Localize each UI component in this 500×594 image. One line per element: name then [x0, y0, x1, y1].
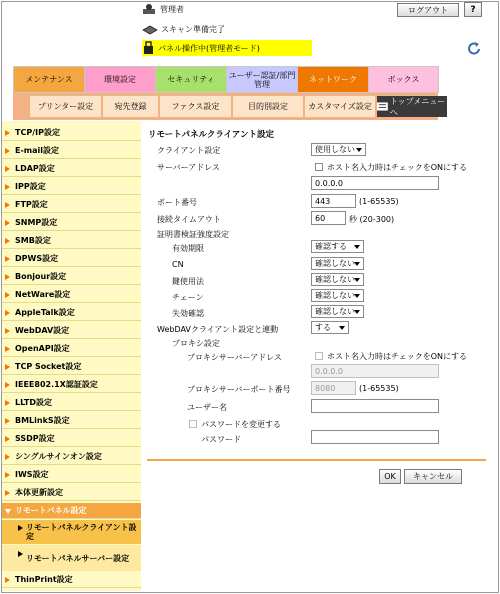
- tab-security[interactable]: セキュリティ: [155, 66, 226, 93]
- port-range-text: (1-65535): [359, 197, 399, 206]
- panel-status-text: パネル操作中(管理者モード): [158, 43, 260, 53]
- scan-status: [142, 22, 225, 36]
- expiry-check-select[interactable]: 確認しない: [311, 305, 364, 318]
- cn-select[interactable]: 確認しない: [311, 257, 364, 270]
- arrow-icon: [5, 292, 10, 298]
- tab-network[interactable]: ネットワーク: [297, 66, 368, 93]
- scanner-icon: [142, 23, 158, 35]
- sidebar-item-tcp-socket[interactable]: TCP Socket設定: [2, 359, 141, 375]
- validity-select[interactable]: 確認する: [311, 240, 364, 253]
- sidebar-item-ssdp[interactable]: SSDP設定: [2, 431, 141, 447]
- change-password-label: パスワードを変更する: [201, 420, 281, 429]
- cn-label: CN: [172, 260, 184, 269]
- scan-status-text: スキャン準備完了: [161, 24, 225, 34]
- proxy-address-input[interactable]: 0.0.0.0: [311, 364, 439, 378]
- tab-printer-settings[interactable]: プリンター設定: [30, 96, 101, 117]
- chevron-down-icon: [354, 262, 360, 266]
- timeout-input[interactable]: 60: [311, 211, 346, 225]
- sidebar-item-bmlinks[interactable]: BMLinkS設定: [2, 413, 141, 429]
- validity-label: 有効期限: [172, 244, 204, 253]
- refresh-icon[interactable]: [466, 41, 482, 57]
- port-input[interactable]: 443: [311, 194, 356, 208]
- sidebar-item-firmware-update[interactable]: 本体更新設定: [2, 485, 141, 501]
- arrow-icon: [5, 310, 10, 316]
- sidebar-item-netware[interactable]: NetWare設定: [2, 287, 141, 303]
- help-button[interactable]: ?: [464, 2, 482, 17]
- server-address-input[interactable]: 0.0.0.0: [311, 176, 439, 190]
- arrow-icon: [5, 202, 10, 208]
- arrow-icon: [5, 418, 10, 424]
- top-menu-button[interactable]: トップメニューへ: [377, 96, 447, 117]
- sidebar-item-ieee8021x[interactable]: IEEE802.1X認証設定: [2, 377, 141, 393]
- client-setting-label: クライアント設定: [157, 146, 221, 155]
- arrow-icon: [5, 238, 10, 244]
- cancel-button[interactable]: キャンセル: [404, 469, 462, 484]
- sidebar-item-smb[interactable]: SMB設定: [2, 233, 141, 249]
- admin-user-icon: [142, 3, 156, 15]
- arrow-icon: [5, 220, 10, 226]
- sidebar-item-lltd[interactable]: LLTD設定: [2, 395, 141, 411]
- proxy-host-check-label: ホスト名入力時はチェックをONにする: [327, 352, 468, 361]
- arrow-icon: [5, 472, 10, 478]
- timeout-range-text: 秒 (20-300): [349, 215, 395, 224]
- tab-box[interactable]: ボックス: [368, 66, 439, 93]
- arrow-icon: [5, 328, 10, 334]
- proxy-settings-label: プロキシ設定: [172, 339, 220, 348]
- sidebar-item-tcpip[interactable]: TCP/IP設定: [2, 125, 141, 141]
- cert-verification-label: 証明書検証強度設定: [157, 230, 229, 239]
- arrow-icon: [5, 490, 10, 496]
- arrow-icon: [5, 382, 10, 388]
- panel-lock-icon: [142, 41, 156, 55]
- username-input[interactable]: [311, 399, 439, 413]
- arrow-icon: [5, 364, 10, 370]
- chevron-down-icon: [356, 148, 362, 152]
- sidebar-item-remote-panel[interactable]: リモートパネル設定: [2, 503, 141, 519]
- tab-environment[interactable]: 環境設定: [84, 66, 155, 93]
- chevron-down-icon: [339, 326, 345, 330]
- key-usage-select[interactable]: 確認しない: [311, 273, 364, 286]
- sidebar-item-ipp[interactable]: IPP設定: [2, 179, 141, 195]
- ok-button[interactable]: OK: [379, 469, 401, 484]
- arrow-icon: [18, 525, 23, 531]
- menu-icon: [377, 102, 388, 111]
- admin-status: [142, 2, 184, 16]
- panel-status: [142, 40, 312, 56]
- proxy-host-checkbox[interactable]: [315, 352, 323, 360]
- webdav-link-select[interactable]: する: [311, 321, 349, 334]
- timeout-label: 接続タイムアウト: [157, 215, 221, 224]
- change-password-checkbox[interactable]: [189, 420, 197, 428]
- sidebar-item-webdav[interactable]: WebDAV設定: [2, 323, 141, 339]
- tab-maintenance[interactable]: メンテナンス: [13, 66, 84, 93]
- arrow-icon: [5, 184, 10, 190]
- sidebar-item-ldap[interactable]: LDAP設定: [2, 161, 141, 177]
- chevron-down-icon: [354, 294, 360, 298]
- chain-label: チェーン: [172, 293, 204, 302]
- tab-fax-settings[interactable]: ファクス設定: [160, 96, 231, 117]
- sidebar-item-appletalk[interactable]: AppleTalk設定: [2, 305, 141, 321]
- webdav-link-label: WebDAVクライアント設定と連動: [157, 325, 279, 334]
- arrow-icon: [5, 148, 10, 154]
- expiry-check-label: 失効確認: [172, 309, 204, 318]
- page-title: リモートパネルクライアント設定: [148, 130, 274, 140]
- proxy-port-range-text: (1-65535): [359, 384, 399, 393]
- tab-purpose-settings[interactable]: 目的別設定: [233, 96, 303, 117]
- server-host-check-label: ホスト名入力時はチェックをONにする: [327, 163, 468, 172]
- key-usage-label: 鍵使用法: [172, 277, 204, 286]
- tab-address-registration[interactable]: 宛先登録: [103, 96, 158, 117]
- proxy-port-input[interactable]: 8080: [311, 381, 356, 395]
- client-setting-select[interactable]: 使用しない: [311, 143, 366, 156]
- arrow-icon: [5, 436, 10, 442]
- password-input[interactable]: [311, 430, 439, 444]
- chain-select[interactable]: 確認しない: [311, 289, 364, 302]
- chevron-down-icon: [354, 310, 360, 314]
- form-divider: [147, 459, 486, 461]
- arrow-icon: [18, 551, 23, 557]
- sidebar-item-dpws[interactable]: DPWS設定: [2, 251, 141, 267]
- logout-button[interactable]: ログアウト: [397, 3, 459, 17]
- arrow-icon: [5, 346, 10, 352]
- sidebar-item-ftp[interactable]: FTP設定: [2, 197, 141, 213]
- arrow-icon: [5, 256, 10, 262]
- sidebar-subitem-remote-panel-client[interactable]: リモートパネルクライアント設定: [2, 520, 141, 544]
- sidebar-subitem-remote-panel-server[interactable]: リモートパネルサーバー設定: [2, 545, 141, 571]
- arrow-down-icon: [5, 509, 11, 514]
- sidebar-item-iws[interactable]: IWS設定: [2, 467, 141, 483]
- server-host-checkbox[interactable]: [315, 163, 323, 171]
- arrow-icon: [5, 400, 10, 406]
- sidebar-item-snmp[interactable]: SNMP設定: [2, 215, 141, 231]
- port-label: ポート番号: [157, 198, 197, 207]
- username-label: ユーザー名: [187, 403, 227, 412]
- chevron-down-icon: [354, 245, 360, 249]
- sidebar-item-email[interactable]: E-mail設定: [2, 143, 141, 159]
- sidebar-item-thinprint[interactable]: ThinPrint設定: [2, 572, 141, 588]
- chevron-down-icon: [354, 278, 360, 282]
- password-label: パスワード: [201, 435, 241, 444]
- admin-label: 管理者: [160, 4, 184, 14]
- server-address-label: サーバーアドレス: [157, 163, 220, 172]
- arrow-icon: [5, 130, 10, 136]
- sub-tabs: [30, 96, 449, 117]
- arrow-icon: [5, 166, 10, 172]
- tab-user-auth[interactable]: ユーザー認証/部門管理: [226, 66, 297, 93]
- tab-customize-settings[interactable]: カスタマイズ設定: [305, 96, 375, 117]
- main-tabs: [13, 66, 439, 93]
- arrow-icon: [5, 274, 10, 280]
- sidebar-item-single-sign-on[interactable]: シングルサインオン設定: [2, 449, 141, 465]
- sidebar-item-bonjour[interactable]: Bonjour設定: [2, 269, 141, 285]
- arrow-icon: [5, 454, 10, 460]
- sidebar-item-openapi[interactable]: OpenAPI設定: [2, 341, 141, 357]
- arrow-icon: [5, 577, 10, 583]
- proxy-port-label: プロキシサーバーポート番号: [187, 385, 291, 394]
- sidebar: [2, 121, 141, 591]
- proxy-address-label: プロキシサーバーアドレス: [187, 353, 282, 362]
